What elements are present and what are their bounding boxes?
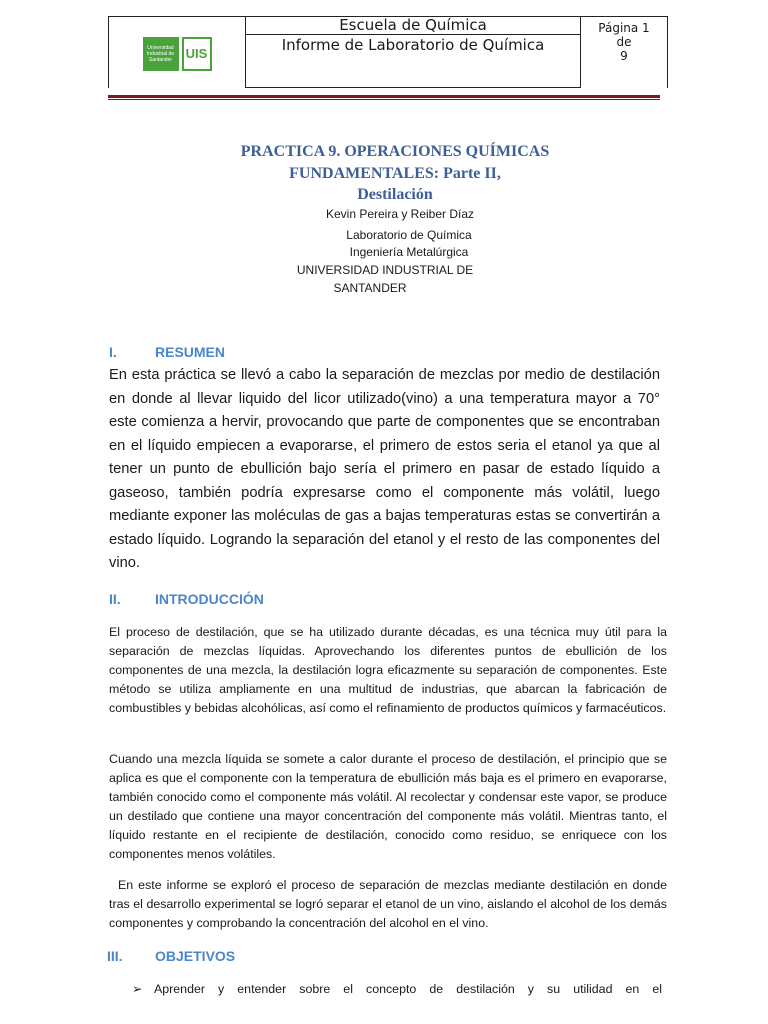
section-heading-resumen (109, 344, 225, 360)
logo-mark-icon: UIS (182, 37, 212, 71)
university-line-2: SANTANDER (333, 281, 407, 295)
document-title (200, 141, 590, 206)
section-number: III. (107, 948, 123, 964)
logo-cell (109, 17, 246, 88)
title-line-3: Destilación (357, 186, 433, 203)
title-line-1: PRACTICA 9. OPERACIONES QUÍMICAS (240, 143, 550, 160)
page-of: de (616, 35, 632, 49)
page-number-cell (581, 17, 668, 88)
program-name: Ingeniería Metalúrgica (349, 245, 469, 259)
intro-paragraph-3: En este informe se exploró el proceso de separación de mezclas mediante destilación en donde tras el desarrollo experimental se logró separar el etanol de un vino, aislando el alcohol de los demás componentes y comprobando la concentración del alcohol en el vino. (109, 878, 667, 930)
logo-text: Universidad Industrial de Santander (143, 37, 179, 71)
section-number: II. (109, 591, 121, 607)
authors: Kevin Pereira y Reiber Díaz (325, 207, 475, 221)
intro-paragraph-1: El proceso de destilación, que se ha utilizado durante décadas, es una técnica muy útil para la separación de mezclas líquidas. Aprovechando los diferentes puntos de ebullición de los componentes de una mezcla, la destilación logra eficazmente su separación de componentes. Este método se utiliza ampliamente en una multitud de industrias, que abarcan la fabricación de combustibles y bebidas alcohólicas, así como el refinamiento de productos químicos y farmacéuticos. (109, 625, 667, 715)
page-label: Página 1 (598, 21, 650, 35)
section-title: RESUMEN (155, 344, 226, 360)
school-name: Escuela de Química (246, 17, 581, 35)
university-line-1: UNIVERSIDAD INDUSTRIAL DE (296, 263, 474, 277)
section-number: I. (109, 344, 117, 360)
section-heading-introduccion (109, 591, 264, 607)
header-divider-thin (108, 99, 660, 100)
intro-paragraph-2: Cuando una mezcla líquida se somete a calor durante el proceso de destilación, el principio que se aplica es que el componente con la temperatura de ebullición más baja es el primero en evaporarse, también conocido como el componente más volátil. Al recolectar y condensar este vapor, se produce un destilado que contiene una mayor concentración del componente más volátil. Mientras tanto, el líquido restante en el recipiente de destilación, conocido como residuo, se enriquece con los componentes menos volátiles. (109, 752, 667, 861)
resumen-paragraph: En esta práctica se llevó a cabo la separación de mezclas por medio de destilación en donde al llevar liquido del licor utilizado(vino) a una temperatura mayor a 70° este comienza a hervir, provocando que parte de componentes que se encontraban en el líquido empiecen a evaporarse, el primero de estos seria el etanol ya que al tener un punto de ebullición bajo sería el primero en pasar de estado líquido a gaseoso, también podría expresarse como el componente más volátil, luego mediante exponer las moléculas de gas a bajas temperaturas estas se convertirán a estado líquido. Logrando la separación del etanol y el resto de las componentes del vino. (109, 367, 660, 571)
report-name: Informe de Laboratorio de Química (246, 35, 581, 88)
section-heading-objetivos (107, 948, 235, 964)
document-header (108, 16, 668, 88)
university-logo (143, 37, 212, 71)
title-line-2: FUNDAMENTALES: Parte II, (289, 164, 501, 182)
lab-name: Laboratorio de Química (346, 228, 472, 242)
section-title: INTRODUCCIÓN (155, 591, 264, 607)
header-divider (108, 95, 660, 98)
page-total: 9 (620, 49, 628, 63)
section-title: OBJETIVOS (155, 948, 236, 964)
arrow-bullet-icon: ➢ (132, 982, 143, 996)
objective-item (132, 980, 662, 999)
objective-text: Aprender y entender sobre el concepto de destilación y su utilidad en el (154, 982, 662, 996)
